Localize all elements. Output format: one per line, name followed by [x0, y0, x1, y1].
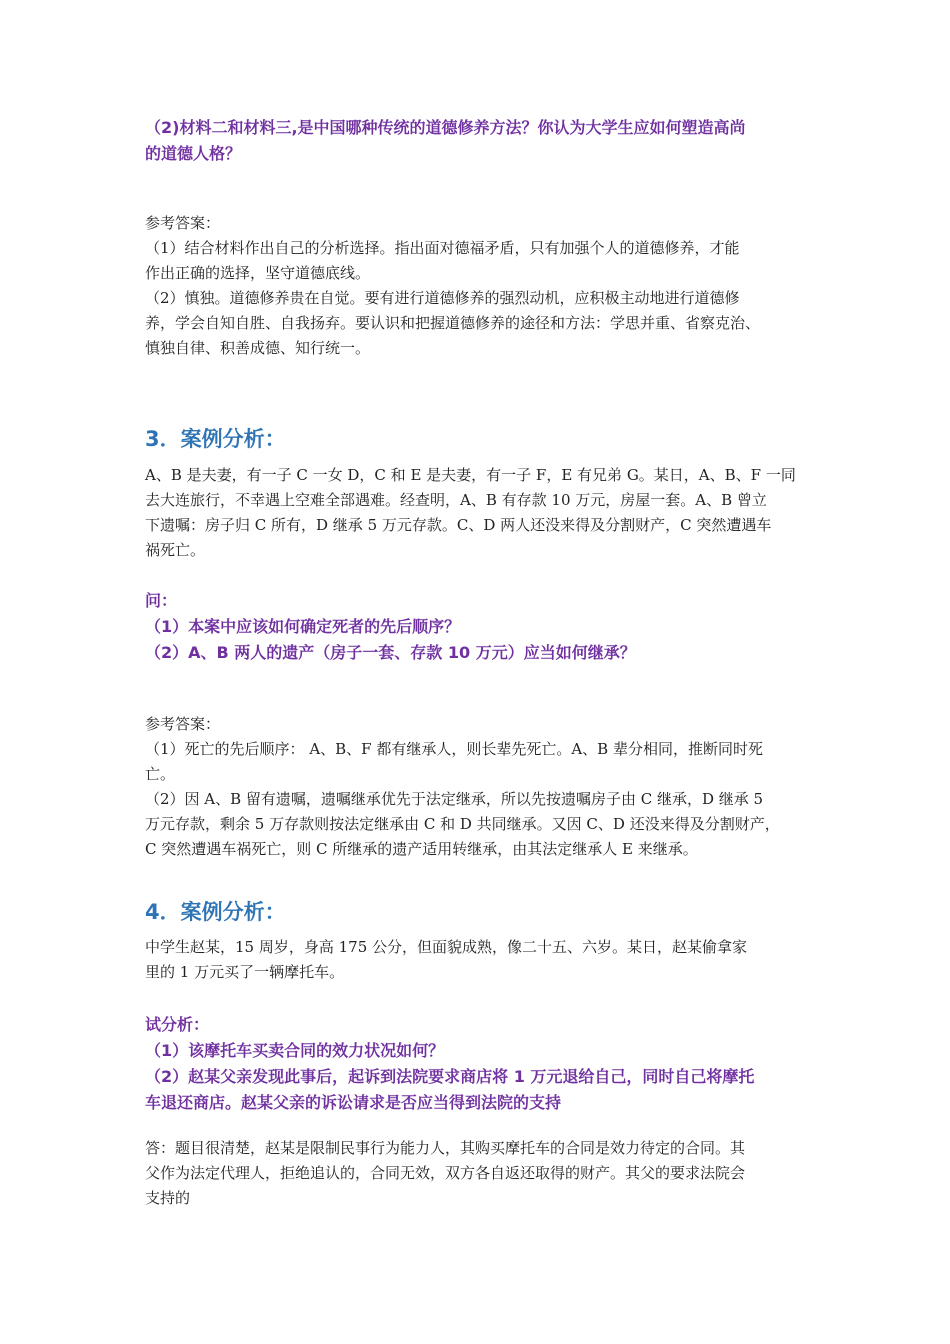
- answer-line: （1）结合材料作出自己的分析选择。指出面对德福矛盾，只有加强个人的道德修养，才能: [145, 239, 740, 257]
- answer-line: 支持的: [145, 1189, 191, 1207]
- answer-line: （2）慎独。道德修养贵在自觉。要有进行道德修养的强烈动机，应积极主动地进行道德修: [145, 289, 740, 307]
- answer-line: 答：题目很清楚，赵某是限制民事行为能力人，其购买摩托车的合同是效力待定的合同。其: [145, 1139, 746, 1157]
- heading-text: 4．案例分析：: [145, 900, 286, 924]
- answer-line: 亡。: [145, 765, 176, 783]
- answer-label: 参考答案：: [145, 214, 221, 232]
- case-line: 下遗嘱：房子归 C 所有，D 继承 5 万元存款。C、D 两人还没来得及分割财产，C 突然遭遇车: [145, 516, 772, 534]
- question-line: 车退还商店。赵某父亲的诉讼请求是否应当得到法院的支持: [145, 1093, 562, 1112]
- answer-line: 养，学会自知自胜、自我扬弃。要认识和把握道德修养的途径和方法：学思并重、省察克治、: [145, 314, 761, 332]
- case-line: 里的 1 万元买了一辆摩托车。: [145, 963, 345, 981]
- section4-questions: [145, 1012, 810, 1116]
- question-line: （2）A、B 两人的遗产（房子一套、存款 10 万元）应当如何继承？: [145, 643, 636, 662]
- answer-line: （1）死亡的先后顺序： A、B、F 都有继承人，则长辈先死亡。A、B 辈分相同，推断同时死: [145, 740, 763, 758]
- case-line: 去大连旅行，不幸遇上空难全部遇难。经查明，A、B 有存款 10 万元，房屋一套。A、B 曾立: [145, 491, 767, 509]
- answer-label: 参考答案：: [145, 715, 221, 733]
- case-line: A、B 是夫妻，有一子 C 一女 D，C 和 E 是夫妻，有一子 F，E 有兄弟 G。某日，A、B、F 一同: [145, 466, 796, 484]
- question-line: （2）赵某父亲发现此事后，起诉到法院要求商店将 1 万元退给自己，同时自己将摩托: [145, 1067, 755, 1086]
- question-line: 试分析：: [145, 1015, 210, 1034]
- question-line: 问：: [145, 591, 178, 610]
- answer-line: 慎独自律、积善成德、知行统一。: [145, 339, 371, 357]
- question-line: 的道德人格？: [145, 144, 242, 163]
- answer-line: 万元存款，剩余 5 万存款则按法定继承由 C 和 D 共同继承。又因 C、D 还没来得及分割财产，: [145, 815, 780, 833]
- section3-heading: [145, 425, 810, 453]
- section3-answer: [145, 712, 810, 862]
- case-line: 祸死亡。: [145, 541, 206, 559]
- heading-text: 3．案例分析：: [145, 427, 286, 451]
- section4-heading: [145, 898, 810, 926]
- section2-question: [145, 115, 810, 167]
- case-line: 中学生赵某，15 周岁，身高 175 公分，但面貌成熟，像二十五、六岁。某日，赵某偷拿家: [145, 938, 748, 956]
- section4-answer: [145, 1136, 810, 1211]
- answer-line: C 突然遭遇车祸死亡，则 C 所继承的遗产适用转继承，由其法定继承人 E 来继承。: [145, 840, 698, 858]
- answer-line: （2）因 A、B 留有遗嘱，遗嘱继承优先于法定继承，所以先按遗嘱房子由 C 继承，D 继承 5: [145, 790, 764, 808]
- section3-questions: [145, 588, 810, 666]
- question-line: （2)材料二和材料三,是中国哪种传统的道德修养方法？你认为大学生应如何塑造高尚: [145, 118, 746, 137]
- section3-case: [145, 463, 810, 563]
- section4-case: [145, 935, 810, 985]
- answer-line: 作出正确的选择，坚守道德底线。: [145, 264, 371, 282]
- section2-answer: [145, 211, 810, 361]
- question-line: （1）本案中应该如何确定死者的先后顺序？: [145, 617, 461, 636]
- question-line: （1）该摩托车买卖合同的效力状况如何？: [145, 1041, 445, 1060]
- answer-line: 父作为法定代理人，拒绝追认的，合同无效，双方各自返还取得的财产。其父的要求法院会: [145, 1164, 746, 1182]
